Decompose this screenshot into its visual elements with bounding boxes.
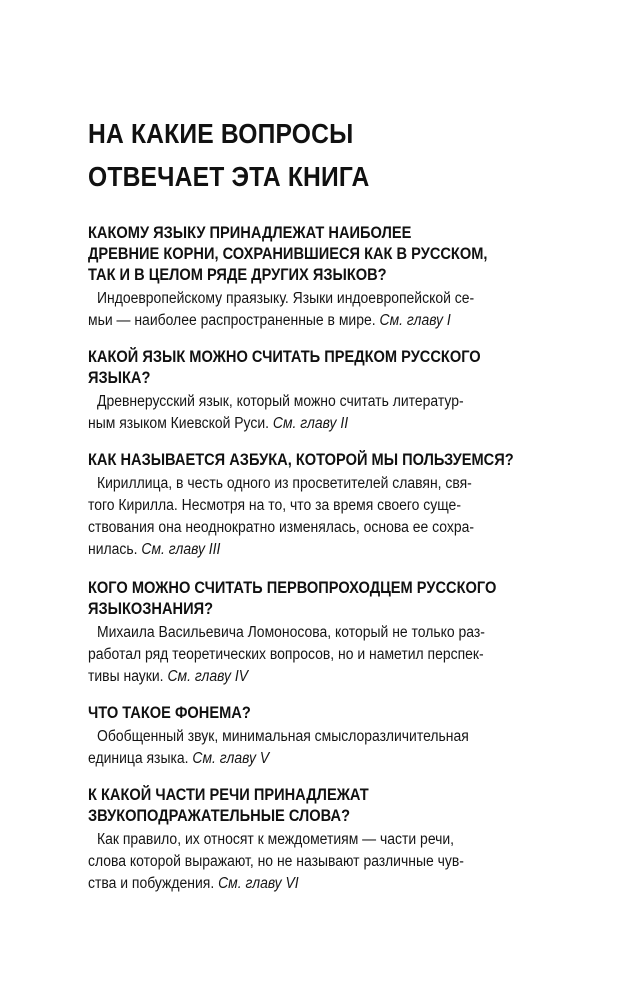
question-line: КАКОМУ ЯЗЫКУ ПРИНАДЛЕЖАТ НАИБОЛЕЕ	[88, 223, 412, 242]
answer-line: Обобщенный звук, минимальная смыслоразличительная	[97, 728, 469, 745]
qa-item	[88, 702, 558, 770]
answer-line: мьи — наиболее распространенные в мире. См. главу I	[88, 312, 451, 329]
question-line: КАК НАЗЫВАЕТСЯ АЗБУКА, КОТОРОЙ МЫ ПОЛЬЗУЕМСЯ?	[88, 450, 514, 469]
question-line: КОГО МОЖНО СЧИТАТЬ ПЕРВОПРОХОДЦЕМ РУССКОГО	[88, 578, 497, 597]
question-answer-list	[88, 222, 558, 909]
qa-item	[88, 577, 558, 688]
answer-text	[88, 829, 511, 895]
chapter-reference: См. главу II	[272, 415, 349, 432]
question-heading	[88, 449, 514, 470]
answer-line: Михаила Васильевича Ломоносова, который не только раз-	[97, 624, 485, 641]
question-line: ДРЕВНИЕ КОРНИ, СОХРАНИВШИЕСЯ КАК В РУССКОМ,	[88, 244, 488, 263]
answer-line: Кириллица, в честь одного из просветителей славян, свя-	[97, 475, 472, 492]
chapter-reference: См. главу III	[141, 541, 221, 558]
question-line: КАКОЙ ЯЗЫК МОЖНО СЧИТАТЬ ПРЕДКОМ РУССКОГО	[88, 347, 481, 366]
answer-text	[88, 726, 511, 770]
qa-item	[88, 784, 558, 895]
question-heading	[88, 346, 492, 388]
question-line: ЗВУКОПОДРАЖАТЕЛЬНЫЕ СЛОВА?	[88, 806, 351, 825]
question-line: ЧТО ТАКОЕ ФОНЕМА?	[88, 703, 251, 722]
answer-line: ства и побуждения. См. главу VI	[88, 875, 299, 892]
answer-line: работал ряд теоретических вопросов, но и наметил перспек-	[88, 646, 484, 663]
answer-line: ным языком Киевской Руси. См. главу II	[88, 415, 349, 432]
qa-item	[88, 449, 558, 561]
answer-line: нилась. См. главу III	[88, 541, 221, 558]
answer-text	[88, 288, 511, 332]
question-line: ТАК И В ЦЕЛОМ РЯДЕ ДРУГИХ ЯЗЫКОВ?	[88, 265, 387, 284]
chapter-reference: См. главу V	[192, 750, 270, 767]
answer-line: Древнерусский язык, который можно считать литератур-	[97, 393, 464, 410]
answer-line: тивы науки. См. главу IV	[88, 668, 249, 685]
qa-item	[88, 346, 558, 435]
page-title-line: ОТВЕЧАЕТ ЭТА КНИГА	[88, 161, 370, 192]
chapter-reference: См. главу VI	[218, 875, 299, 892]
page-title	[88, 112, 502, 198]
page-title-line: НА КАКИЕ ВОПРОСЫ	[88, 118, 354, 149]
answer-text	[88, 473, 511, 561]
question-heading	[88, 577, 497, 619]
question-line: К КАКОЙ ЧАСТИ РЕЧИ ПРИНАДЛЕЖАТ	[88, 785, 369, 804]
question-line: ЯЗЫКА?	[88, 368, 151, 387]
answer-line: единица языка. См. главу V	[88, 750, 270, 767]
answer-text	[88, 391, 511, 435]
answer-line: Как правило, их относят к междометиям — части речи,	[97, 831, 455, 848]
question-heading	[88, 222, 492, 285]
chapter-reference: См. главу I	[379, 312, 451, 329]
answer-line: Индоевропейскому праязыку. Языки индоевропейской се-	[97, 290, 475, 307]
answer-text	[88, 622, 511, 688]
question-line: ЯЗЫКОЗНАНИЯ?	[88, 599, 214, 618]
question-heading	[88, 702, 492, 723]
chapter-reference: См. главу IV	[167, 668, 249, 685]
answer-line: слова которой выражают, но не называют различные чув-	[88, 853, 464, 870]
answer-line: того Кирилла. Несмотря на то, что за время своего суще-	[88, 497, 461, 514]
answer-line: ствования она неоднократно изменялась, основа ее сохра-	[88, 519, 475, 536]
qa-item	[88, 222, 558, 332]
question-heading	[88, 784, 492, 826]
